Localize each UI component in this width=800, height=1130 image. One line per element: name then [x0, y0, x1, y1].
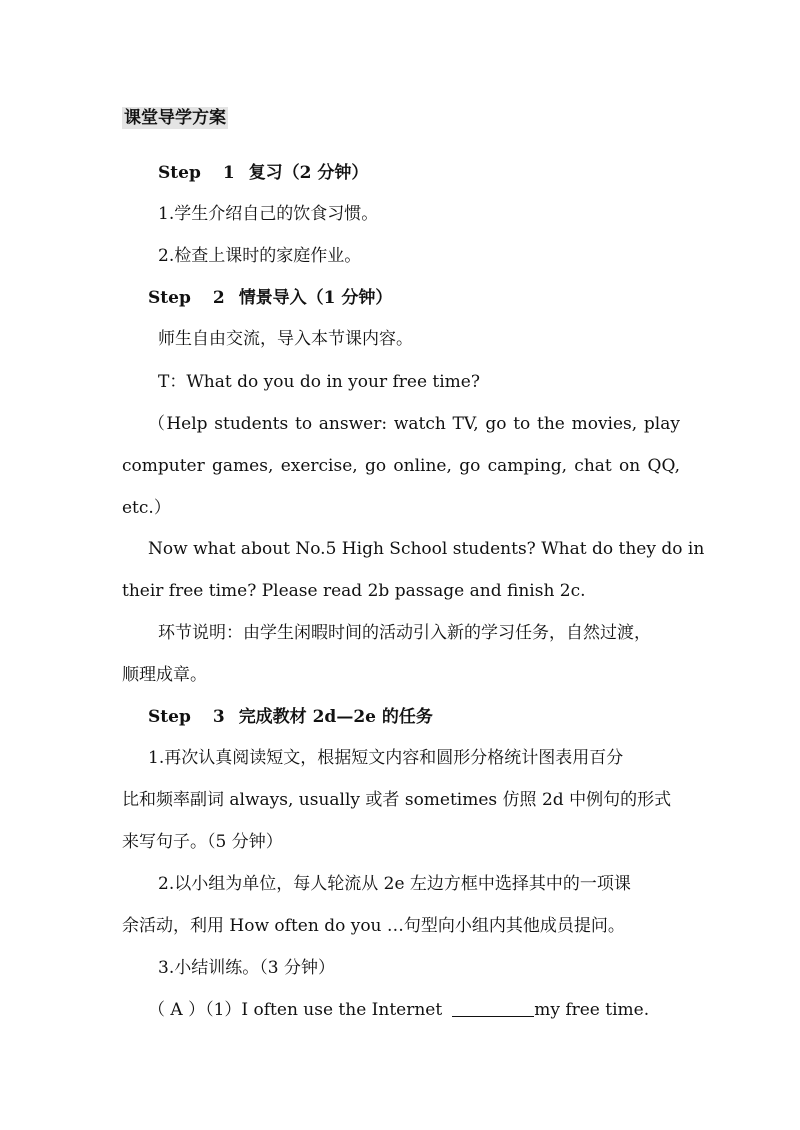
step1-heading	[158, 162, 368, 184]
page-title: 课堂导学方案	[124, 108, 226, 128]
task2-line-1: 2.以小组为单位，每人轮流从 2e 左边方框中选择其中的一项课	[158, 874, 631, 894]
step1-word: Step	[158, 163, 201, 183]
help-line-2: computer games, exercise, go online, go camping, chat on QQ,	[122, 456, 680, 476]
step2-word: Step	[148, 288, 191, 308]
question-1	[148, 999, 649, 1021]
task1-line-1: 1.再次认真阅读短文，根据短文内容和圆形分格统计图表用百分	[148, 748, 624, 768]
task1-line-3: 来写句子。（5 分钟）	[122, 832, 283, 852]
step3-heading	[148, 706, 433, 728]
question-1-tail: my free time.	[534, 1000, 650, 1020]
step2-intro: 师生自由交流，导入本节课内容。	[158, 329, 413, 349]
now-line-1: Now what about No.5 High School students? What do they do in	[148, 539, 705, 559]
help-line-1: （Help students to answer: watch TV, go to the movies, play	[148, 414, 680, 434]
step2-heading	[148, 287, 392, 309]
step3-title: 完成教材 2d—2e 的任务	[238, 707, 433, 727]
step2-number: 2	[212, 288, 225, 308]
now-line-2: their free time? Please read 2b passage and finish 2c.	[122, 581, 586, 601]
task2-line-2: 余活动，利用 How often do you …句型向小组内其他成员提问。	[122, 916, 625, 936]
help-line-3: etc.）	[122, 498, 171, 518]
step1-title: 复习（2 分钟）	[248, 163, 369, 183]
step1-item-1: 1.学生介绍自己的饮食习惯。	[158, 204, 379, 224]
step2-title: 情景导入（1 分钟）	[238, 288, 393, 308]
answer-blank	[452, 1000, 534, 1017]
step3-number: 3	[212, 707, 225, 727]
question-1-stem: （ A ）（1）I often use the Internet	[148, 1000, 443, 1020]
note-line-1: 环节说明：由学生闲暇时间的活动引入新的学习任务，自然过渡，	[158, 623, 651, 643]
task1-line-2: 比和频率副词 always, usually 或者 sometimes 仿照 2d 中例句的形式	[122, 790, 672, 810]
task3-line: 3.小结训练。（3 分钟）	[158, 958, 335, 978]
step1-number: 1	[222, 163, 235, 183]
step3-word: Step	[148, 707, 191, 727]
note-line-2: 顺理成章。	[122, 665, 207, 685]
step1-item-2: 2.检查上课时的家庭作业。	[158, 246, 362, 266]
teacher-question: T：What do you do in your free time?	[158, 372, 480, 392]
